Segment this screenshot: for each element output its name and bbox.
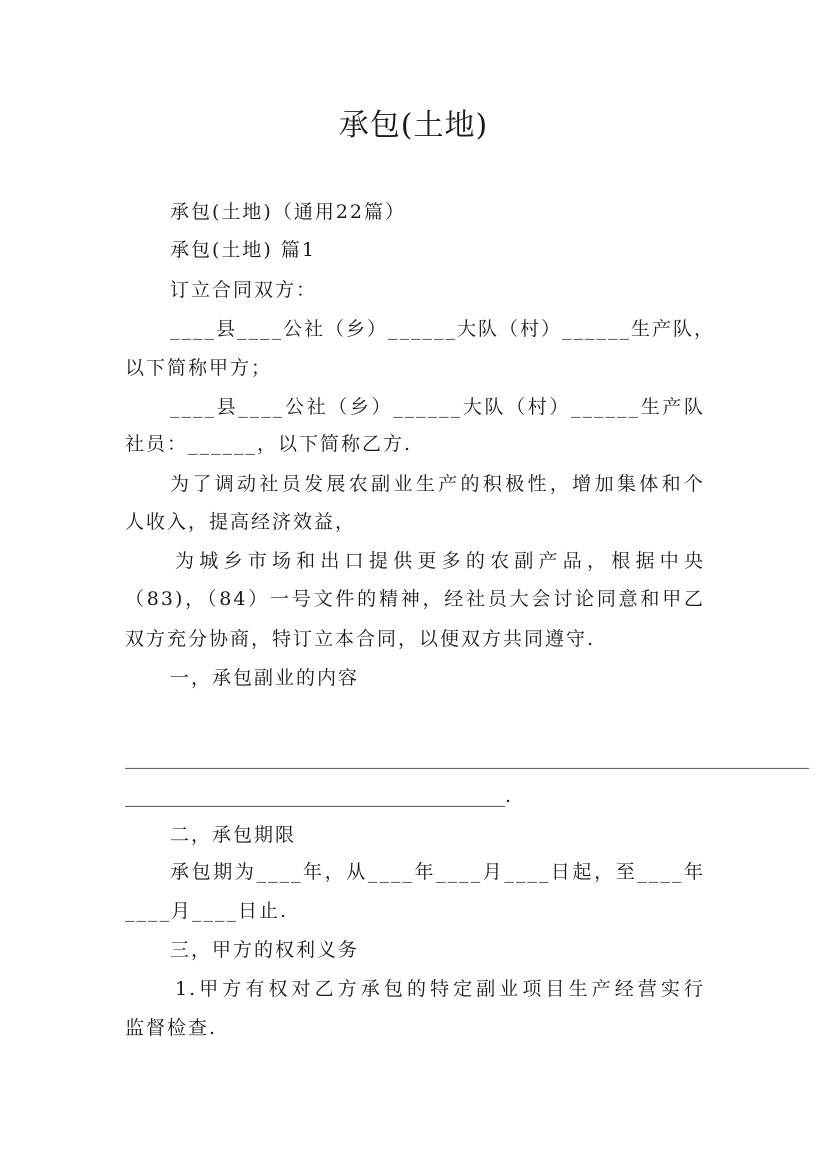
paragraph-line: 1.甲方有权对乙方承包的特定副业项目生产经营实行 [175,978,705,1000]
paragraph-line: 为了调动社员发展农副业生产的积极性，增加集体和个 [170,473,705,495]
paragraph-line: 订立合同双方： [170,279,318,301]
paragraph-line: 监督检查. [125,1017,218,1039]
document-title: 承包(土地) [338,108,489,143]
paragraph-line: 为城乡市场和出口提供更多的农副产品，根据中央 [175,550,705,572]
blank-line: ________________________________________________________________________ [125,747,809,769]
section-heading: 承包(土地) 篇1 [170,239,316,261]
section-heading: 一，承包副业的内容 [170,667,360,689]
blank-line: ________________________________________. [125,785,512,807]
subtitle-line: 承包(土地)（通用22篇） [170,201,407,223]
paragraph-line: ____月____日止. [125,900,289,922]
paragraph-line: 双方充分协商，特订立本合同，以便双方共同遵守. [125,628,596,650]
paragraph-line: （83)，（84）一号文件的精神，经社员大会讨论同意和甲乙 [125,588,705,610]
paragraph-line: ____县____公社（乡）______大队（村）______生产队， [170,318,716,340]
paragraph-line: 社员：______，以下简称乙方. [125,433,413,455]
paragraph-line: 承包期为____年，从____年____月____日起，至____年 [170,861,705,883]
paragraph-line: ____县____公社（乡）______大队（村）______生产队 [170,396,705,418]
section-heading: 三，甲方的权利义务 [170,939,360,961]
paragraph-line: 人收入，提高经济效益， [125,511,357,533]
paragraph-line: 以下简称甲方； [125,357,273,379]
section-heading: 二，承包期限 [170,824,297,846]
